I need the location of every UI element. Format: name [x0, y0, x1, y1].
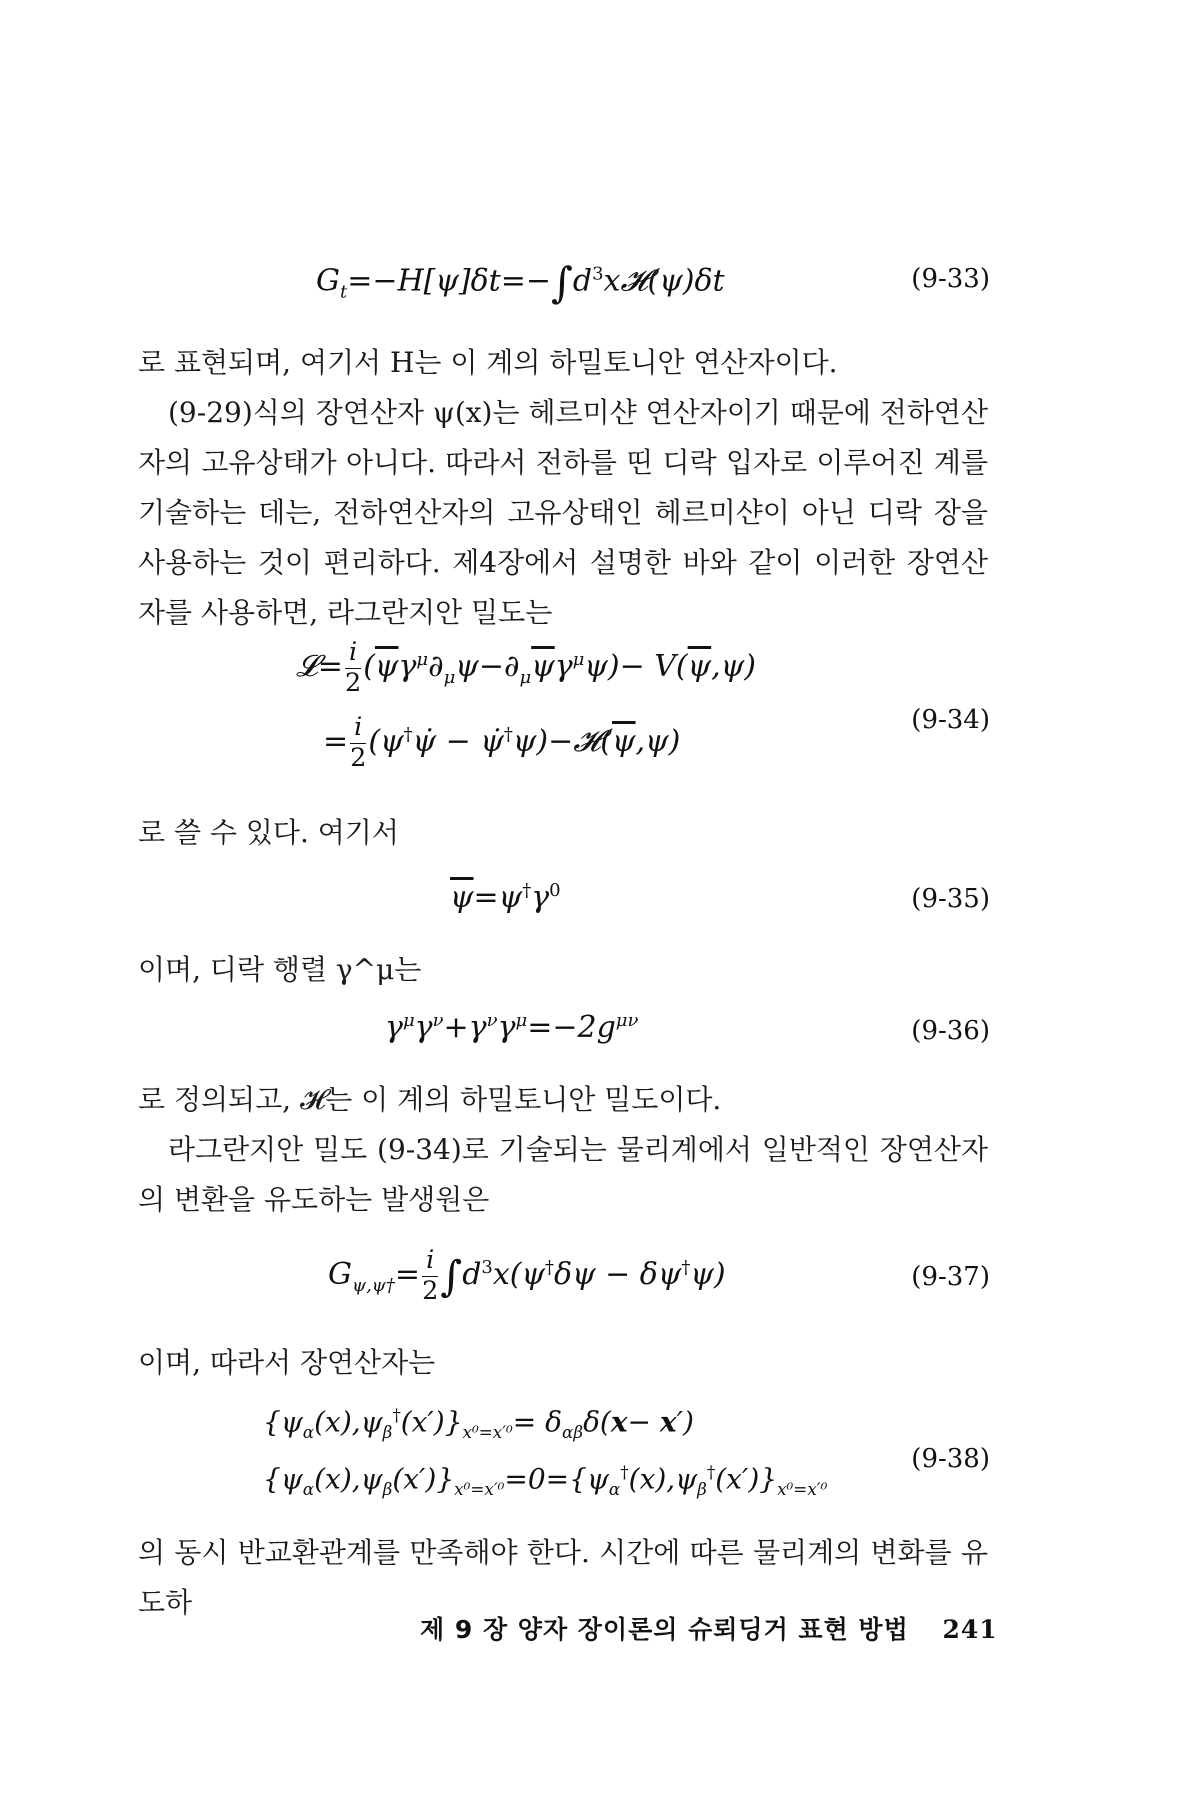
- equation-9-37: $G_{\psi,\psi\dagger}=$ $\frac{i}{2}$ $\int d^3x(\psi^\dagger\delta\psi - \delta\psi^\dagger\psi)$: [328, 1245, 726, 1306]
- paragraph: 라그란지안 밀도 (9-34)로 기술되는 물리계에서 일반적인 장연산자의 변환을 유도하는 발생원은: [138, 1133, 988, 1216]
- equation-number: (9-36): [911, 1016, 990, 1046]
- paragraph: (9-29)식의 장연산자 ψ(x)는 헤르미샨 연산자이기 때문에 전하연산자의 고유상태가 아니다. 따라서 전하를 띤 디락 입자로 이루어진 계를 기술하는 데는, 전하연산자의 고유상태인 헤르미샨이 아닌 디락 장을 사용하는 것이 편리하다. 제4장에서 설명한 바와 같이 이러한 장연산자를 사용하면, 라그란지안 밀도는: [138, 396, 988, 629]
- equation-number: (9-35): [911, 884, 990, 914]
- paragraph: 로 정의되고, 𝓗는 이 계의 하밀토니안 밀도이다.: [138, 1083, 722, 1116]
- paragraph: 이며, 디락 행렬 γ^μ는: [138, 953, 422, 986]
- running-footer: [420, 1610, 998, 1646]
- equation-number: (9-34): [911, 705, 990, 735]
- equation-9-38-line2: $\{\psi_\alpha(x),\psi_\beta(x')\}_{x^0=x'^0}=0=\{\psi_\alpha^\dagger(x),\psi_\beta^\dagger(x')\}_{x^0=x'^0}$: [263, 1462, 828, 1499]
- equation-9-33: $G_t=-H[\psi]\delta t=-\int d^3x𝓗(\psi)\delta t$: [316, 258, 725, 307]
- equation-9-34-line1: 𝓛= $\frac{i}{2}$ $(\overline{\psi}\gamma^\mu\partial_\mu\psi-\partial_\mu\overline{\psi}\gamma^\mu\psi)- V(\overline{\psi},\psi)$: [296, 637, 756, 698]
- paragraph: 로 쓸 수 있다. 여기서: [138, 816, 399, 849]
- paragraph: 의 동시 반교환관계를 만족해야 한다. 시간에 따른 물리계의 변화를 유도하: [138, 1536, 988, 1619]
- equation-9-34-line2: = $\frac{i}{2}$ (ψ†ψ̇ − $\psi̇^\dagger\psi)-𝓗(\overline{\psi},\psi)$: [323, 712, 681, 773]
- equation-9-36: $\gamma^\mu\gamma^\nu+\gamma^\nu\gamma^\mu=-2g^{\mu\nu}$: [385, 1010, 639, 1045]
- equation-9-38-line1: $\{\psi_\alpha(x),\psi_\beta^\dagger(x')\}_{x^0=x'^0}= \delta_{\alpha\beta}\delta(x- x')$: [263, 1405, 694, 1442]
- chapter-title: 제 9 장 양자 장이론의 슈뢰딩거 표현 방법: [420, 1615, 909, 1644]
- paragraph: 이며, 따라서 장연산자는: [138, 1346, 436, 1379]
- equation-number: (9-37): [911, 1262, 990, 1292]
- paragraph: 로 표현되며, 여기서 H는 이 계의 하밀토니안 연산자이다.: [138, 346, 838, 379]
- page-number: 241: [942, 1615, 998, 1644]
- equation-number: (9-38): [911, 1444, 990, 1474]
- equation-number: (9-33): [911, 264, 990, 294]
- equation-9-35: $\overline{\psi}=\psi^\dagger\gamma^0$: [450, 880, 561, 915]
